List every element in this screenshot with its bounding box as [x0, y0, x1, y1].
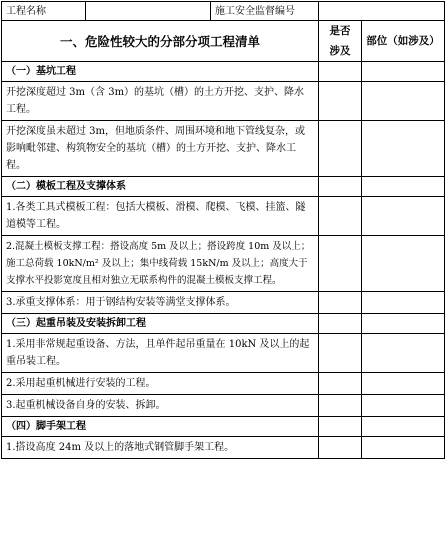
location-cell[interactable] — [362, 373, 445, 395]
section-row — [2, 314, 445, 334]
involved-column-header — [319, 21, 362, 62]
location-cell[interactable] — [362, 437, 445, 459]
supervision-code-label: 施工安全监督编号 — [211, 2, 319, 21]
table-row — [2, 334, 445, 373]
involved-cell[interactable] — [319, 395, 362, 417]
item-text: 1.各类工具式模板工程：包括大模板、滑模、爬模、飞模、挂篮、隧道模等工程。 — [2, 197, 319, 236]
section-row — [2, 417, 445, 437]
table-row — [2, 121, 445, 177]
section-row — [2, 62, 445, 82]
location-cell[interactable] — [362, 62, 445, 82]
involved-cell[interactable] — [319, 437, 362, 459]
involved-cell[interactable] — [319, 314, 362, 334]
item-text: 2.混凝土模板支撑工程：搭设高度 5m 及以上；搭设跨度 10m 及以上；施工总荷载 10kN/m² 及以上；集中线荷载 15kN/m 及以上；高度大于支撑水平投影宽度且相对独立无联系构件的混凝土模板支撑工程。 — [2, 236, 319, 292]
project-name-label: 工程名称 — [2, 2, 86, 21]
section-title: （四）脚手架工程 — [2, 417, 319, 437]
top-row — [2, 2, 445, 21]
header-row — [2, 21, 445, 62]
table-row — [2, 373, 445, 395]
table-row — [2, 292, 445, 314]
involved-cell[interactable] — [319, 334, 362, 373]
table-row — [2, 82, 445, 121]
hazard-project-checklist — [1, 1, 444, 459]
item-text: 1.搭设高度 24m 及以上的落地式钢管脚手架工程。 — [2, 437, 319, 459]
table-row — [2, 437, 445, 459]
table-row — [2, 236, 445, 292]
location-column-header: 部位（如涉及） — [362, 21, 445, 62]
involved-cell[interactable] — [319, 417, 362, 437]
location-cell[interactable] — [362, 121, 445, 177]
location-cell[interactable] — [362, 417, 445, 437]
table-row — [2, 395, 445, 417]
involved-cell[interactable] — [319, 177, 362, 197]
section-title: （三）起重吊装及安装拆卸工程 — [2, 314, 319, 334]
involved-header-line1: 是否 — [329, 25, 351, 37]
involved-cell[interactable] — [319, 373, 362, 395]
supervision-code-value[interactable] — [319, 2, 445, 21]
location-cell[interactable] — [362, 292, 445, 314]
involved-cell[interactable] — [319, 82, 362, 121]
section-title: （一）基坑工程 — [2, 62, 319, 82]
involved-cell[interactable] — [319, 62, 362, 82]
item-text: 1.采用非常规起重设备、方法，且单件起吊重量在 10kN 及以上的起重吊装工程。 — [2, 334, 319, 373]
involved-cell[interactable] — [319, 292, 362, 314]
involved-cell[interactable] — [319, 236, 362, 292]
location-cell[interactable] — [362, 395, 445, 417]
section-title: （二）模板工程及支撑体系 — [2, 177, 319, 197]
section-row — [2, 177, 445, 197]
item-text: 3.承重支撑体系：用于钢结构安装等满堂支撑体系。 — [2, 292, 319, 314]
item-text: 3.起重机械设备自身的安装、拆卸。 — [2, 395, 319, 417]
item-text: 开挖深度超过 3m（含 3m）的基坑（槽）的土方开挖、支护、降水工程。 — [2, 82, 319, 121]
involved-header-line2: 涉及 — [329, 45, 351, 57]
table-row — [2, 197, 445, 236]
location-cell[interactable] — [362, 236, 445, 292]
location-cell[interactable] — [362, 177, 445, 197]
involved-cell[interactable] — [319, 197, 362, 236]
involved-cell[interactable] — [319, 121, 362, 177]
project-name-value[interactable] — [86, 2, 211, 21]
location-cell[interactable] — [362, 334, 445, 373]
item-text: 开挖深度虽未超过 3m，但地质条件、周围环境和地下管线复杂，或影响毗邻建、构筑物安全的基坑（槽）的土方开挖、支护、降水工程。 — [2, 121, 319, 177]
location-cell[interactable] — [362, 197, 445, 236]
location-cell[interactable] — [362, 314, 445, 334]
list-title: 一、危险性较大的分部分项工程清单 — [2, 21, 319, 62]
item-text: 2.采用起重机械进行安装的工程。 — [2, 373, 319, 395]
checklist-table — [1, 1, 445, 459]
location-cell[interactable] — [362, 82, 445, 121]
